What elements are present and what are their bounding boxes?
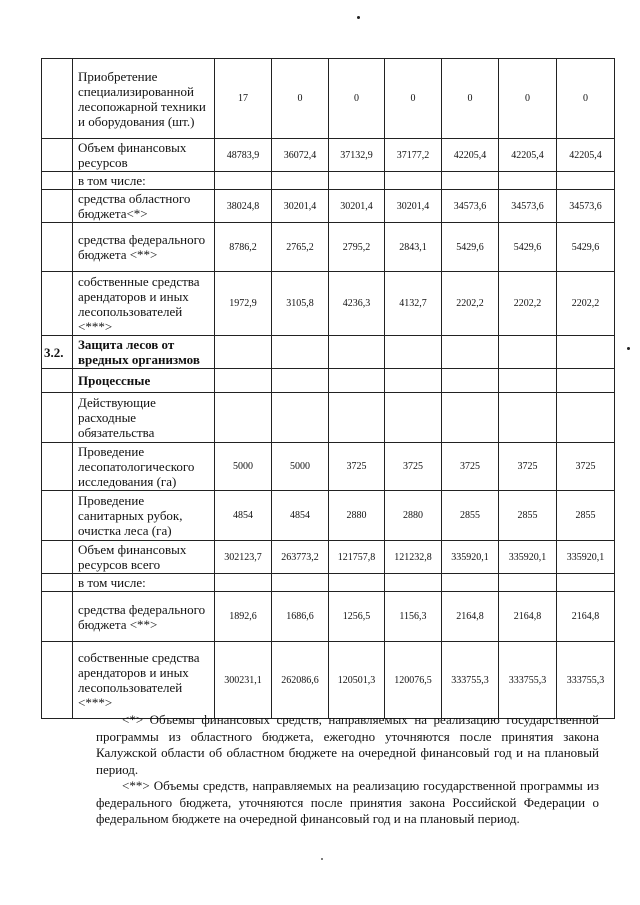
value-cell: 37177,2 — [385, 139, 442, 172]
value-cell: 30201,4 — [272, 190, 329, 223]
value-cell: 2202,2 — [499, 272, 557, 336]
value-cell — [442, 369, 499, 393]
value-cell: 3725 — [329, 443, 385, 491]
value-cell — [385, 393, 442, 443]
value-cell: 2855 — [557, 491, 615, 541]
value-cell — [442, 574, 499, 592]
value-cell: 48783,9 — [215, 139, 272, 172]
value-cell — [499, 393, 557, 443]
value-cell: 30201,4 — [329, 190, 385, 223]
value-cell: 0 — [499, 59, 557, 139]
table-row — [42, 59, 615, 139]
table-row — [42, 369, 615, 393]
row-label: Действующие расходные обязательства — [73, 393, 215, 443]
value-cell: 4854 — [215, 491, 272, 541]
table-row — [42, 393, 615, 443]
value-cell: 42205,4 — [499, 139, 557, 172]
value-cell: 2202,2 — [557, 272, 615, 336]
row-label: собственные средства арендаторов и иных лесопользователей <***> — [73, 642, 215, 719]
table-row — [42, 336, 615, 369]
value-cell — [557, 336, 615, 369]
table-row — [42, 592, 615, 642]
row-label: Процессные — [73, 369, 215, 393]
table-row — [42, 541, 615, 574]
value-cell: 2164,8 — [557, 592, 615, 642]
value-cell: 1156,3 — [385, 592, 442, 642]
value-cell — [385, 369, 442, 393]
value-cell: 1256,5 — [329, 592, 385, 642]
value-cell — [272, 574, 329, 592]
row-label: средства федерального бюджета <**> — [73, 592, 215, 642]
value-cell: 34573,6 — [442, 190, 499, 223]
value-cell — [557, 369, 615, 393]
value-cell — [329, 393, 385, 443]
row-index — [42, 491, 73, 541]
row-index — [42, 172, 73, 190]
value-cell: 121757,8 — [329, 541, 385, 574]
value-cell: 2880 — [385, 491, 442, 541]
scan-mark-top — [357, 16, 360, 19]
value-cell: 333755,3 — [442, 642, 499, 719]
value-cell: 4132,7 — [385, 272, 442, 336]
value-cell — [215, 574, 272, 592]
value-cell — [215, 336, 272, 369]
value-cell: 3725 — [385, 443, 442, 491]
row-index — [42, 443, 73, 491]
table-row — [42, 172, 615, 190]
table-row — [42, 443, 615, 491]
footnote-regional-budget: <*> Объемы финансовых средств, направляемых на реализацию государственной программы из областного бюджета, ежегодно уточняются после принятия закона Калужской области об областном бюджете на очередной финансовый год и на плановый период. — [96, 712, 599, 777]
footnote-federal-budget: <**> Объемы средств, направляемых на реализацию государственной программы из федерального бюджета, уточняются после принятия закона Российской Федерации о федеральном бюджете на очередной финансовый год и на плановый период. — [96, 778, 599, 826]
scan-mark-bottom — [321, 858, 323, 860]
value-cell: 3725 — [442, 443, 499, 491]
value-cell — [557, 574, 615, 592]
value-cell: 3725 — [557, 443, 615, 491]
value-cell — [272, 369, 329, 393]
value-cell: 5000 — [272, 443, 329, 491]
row-index — [42, 541, 73, 574]
value-cell: 42205,4 — [442, 139, 499, 172]
value-cell: 1892,6 — [215, 592, 272, 642]
value-cell: 0 — [442, 59, 499, 139]
row-index — [42, 592, 73, 642]
value-cell: 0 — [272, 59, 329, 139]
value-cell: 335920,1 — [442, 541, 499, 574]
value-cell — [499, 172, 557, 190]
value-cell: 2765,2 — [272, 223, 329, 272]
row-index — [42, 574, 73, 592]
value-cell — [385, 172, 442, 190]
value-cell: 0 — [385, 59, 442, 139]
value-cell: 34573,6 — [557, 190, 615, 223]
table-row — [42, 574, 615, 592]
value-cell: 2164,8 — [442, 592, 499, 642]
value-cell: 2855 — [499, 491, 557, 541]
value-cell: 2880 — [329, 491, 385, 541]
value-cell — [215, 172, 272, 190]
value-cell: 0 — [329, 59, 385, 139]
row-label: Защита лесов от вредных организмов — [73, 336, 215, 369]
table-body — [42, 59, 615, 719]
value-cell: 335920,1 — [557, 541, 615, 574]
value-cell: 36072,4 — [272, 139, 329, 172]
row-index — [42, 139, 73, 172]
table-row — [42, 223, 615, 272]
value-cell — [329, 172, 385, 190]
value-cell: 8786,2 — [215, 223, 272, 272]
row-index — [42, 59, 73, 139]
value-cell — [385, 336, 442, 369]
program-funding-table — [41, 58, 615, 719]
row-label: собственные средства арендаторов и иных лесопользователей <***> — [73, 272, 215, 336]
value-cell: 5000 — [215, 443, 272, 491]
value-cell: 2164,8 — [499, 592, 557, 642]
table-row — [42, 491, 615, 541]
value-cell — [329, 574, 385, 592]
table-row — [42, 272, 615, 336]
value-cell — [385, 574, 442, 592]
row-label: в том числе: — [73, 172, 215, 190]
row-label: Приобретение специализированной лесопожарной техники и оборудования (шт.) — [73, 59, 215, 139]
value-cell — [442, 172, 499, 190]
value-cell — [499, 369, 557, 393]
row-index: 3.2. — [42, 336, 73, 369]
value-cell — [442, 393, 499, 443]
value-cell: 4854 — [272, 491, 329, 541]
value-cell: 5429,6 — [499, 223, 557, 272]
row-label: Проведение санитарных рубок, очистка леса (га) — [73, 491, 215, 541]
row-index — [42, 223, 73, 272]
value-cell — [557, 393, 615, 443]
footnotes — [96, 712, 599, 828]
row-index — [42, 393, 73, 443]
row-label: Объем финансовых ресурсов — [73, 139, 215, 172]
value-cell: 262086,6 — [272, 642, 329, 719]
value-cell: 333755,3 — [557, 642, 615, 719]
value-cell: 17 — [215, 59, 272, 139]
value-cell: 2202,2 — [442, 272, 499, 336]
value-cell: 120501,3 — [329, 642, 385, 719]
row-label: в том числе: — [73, 574, 215, 592]
row-label: Объем финансовых ресурсов всего — [73, 541, 215, 574]
value-cell: 5429,6 — [557, 223, 615, 272]
table-row — [42, 190, 615, 223]
value-cell: 263773,2 — [272, 541, 329, 574]
value-cell: 0 — [557, 59, 615, 139]
value-cell: 1686,6 — [272, 592, 329, 642]
value-cell: 302123,7 — [215, 541, 272, 574]
value-cell: 3105,8 — [272, 272, 329, 336]
value-cell: 3725 — [499, 443, 557, 491]
value-cell — [272, 172, 329, 190]
value-cell: 2843,1 — [385, 223, 442, 272]
value-cell: 37132,9 — [329, 139, 385, 172]
scan-mark-right — [627, 347, 630, 350]
value-cell: 333755,3 — [499, 642, 557, 719]
value-cell: 335920,1 — [499, 541, 557, 574]
value-cell: 121232,8 — [385, 541, 442, 574]
value-cell: 4236,3 — [329, 272, 385, 336]
value-cell — [442, 336, 499, 369]
value-cell: 5429,6 — [442, 223, 499, 272]
value-cell — [329, 369, 385, 393]
row-label: Проведение лесопатологического исследования (га) — [73, 443, 215, 491]
value-cell: 300231,1 — [215, 642, 272, 719]
table-row — [42, 642, 615, 719]
value-cell: 120076,5 — [385, 642, 442, 719]
table-row — [42, 139, 615, 172]
value-cell: 2855 — [442, 491, 499, 541]
row-index — [42, 642, 73, 719]
row-index — [42, 272, 73, 336]
row-index — [42, 190, 73, 223]
value-cell — [215, 393, 272, 443]
value-cell — [499, 336, 557, 369]
value-cell — [557, 172, 615, 190]
value-cell: 2795,2 — [329, 223, 385, 272]
value-cell — [499, 574, 557, 592]
value-cell: 42205,4 — [557, 139, 615, 172]
row-index — [42, 369, 73, 393]
value-cell — [272, 336, 329, 369]
value-cell — [329, 336, 385, 369]
value-cell: 1972,9 — [215, 272, 272, 336]
value-cell: 30201,4 — [385, 190, 442, 223]
value-cell — [272, 393, 329, 443]
value-cell — [215, 369, 272, 393]
value-cell: 38024,8 — [215, 190, 272, 223]
row-label: средства федерального бюджета <**> — [73, 223, 215, 272]
value-cell: 34573,6 — [499, 190, 557, 223]
row-label: средства областного бюджета<*> — [73, 190, 215, 223]
